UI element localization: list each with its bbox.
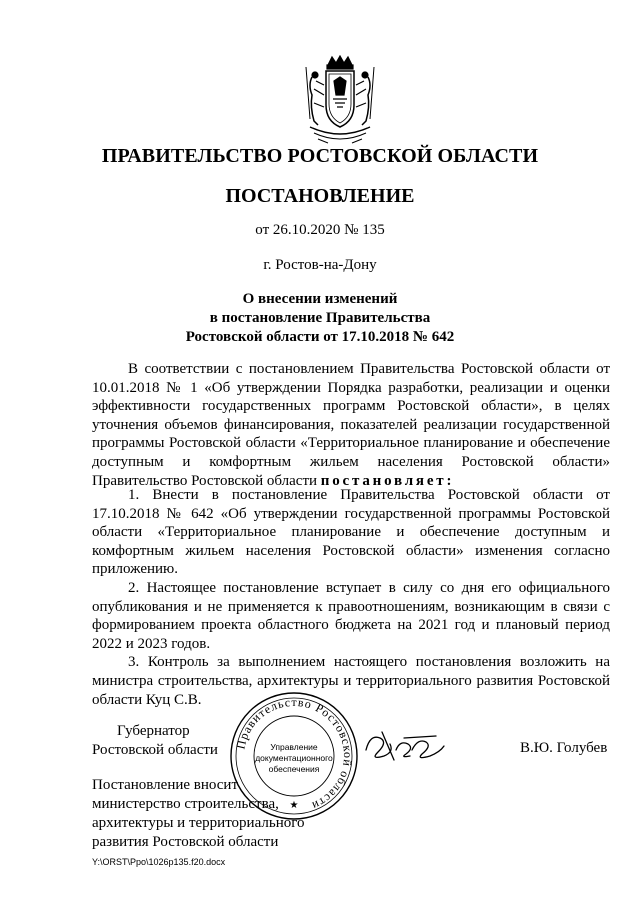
decree-item: 1. Внести в постановление Правительства Ростовской области от 17.10.2018 № 642 «Об утверждении государственной программы Ростовской области «Территориальное планирование и обеспечение доступным и комфортным жильем населения Ростовской области» изменения согласно приложению. [92, 487, 610, 578]
signatory-position-line: Губернатор [117, 723, 190, 739]
handwritten-signature [360, 720, 450, 770]
subject-line: в постановление Правительства [209, 310, 431, 326]
decree-items [92, 486, 610, 709]
document-date-number: от 26.10.2020 № 135 [255, 222, 385, 238]
document-city: г. Ростов-на-Дону [263, 257, 377, 273]
submitted-by-note [92, 776, 305, 852]
preamble-text: В соответствии с постановлением Правительства Ростовской области от 10.01.2018 № 1 «Об утверждении Порядка разработки, реализации и оценки эффективности государственных программ Ростовской области», в целях уточнения объемов финансирования, показателей реализации государственной программы Ростовской области «Территориальное планирование и обеспечение доступным и комфортным жильем населения Ростовской области» Правительство Ростовской области [92, 361, 610, 489]
stamp-ring-text: Правительство Ростовской области [233, 694, 356, 814]
document-type-heading: ПОСТАНОВЛЕНИЕ [225, 185, 415, 207]
submitted-by-line: министерство строительства, [92, 796, 279, 812]
submitted-by-line: Постановление вносит [92, 777, 239, 793]
decree-word: постановляет: [320, 472, 455, 489]
stamp-center-line: Управление [270, 742, 318, 752]
coat-of-arms-emblem [298, 55, 382, 147]
signatory-position-line: Ростовской области [92, 742, 218, 758]
stamp-center-line: обеспечения [268, 764, 320, 774]
signatory-position [92, 722, 218, 760]
decree-item: 3. Контроль за выполнением настоящего постановления возложить на министра строительства, архитектуры и территориального развития Ростовской области Куц С.В. [92, 654, 610, 708]
subject-line: Ростовской области от 17.10.2018 № 642 [185, 329, 455, 345]
signatory-name: В.Ю. Голубев [520, 740, 608, 756]
preamble-paragraph [92, 360, 610, 490]
decree-item: 2. Настоящее постановление вступает в силу со дня его официального опубликования и не применяется к правоотношениям, возникающим в связи с формированием проекта областного бюджета на 2021 год и плановый период 2022 и 2023 годов. [92, 579, 610, 652]
file-path-footer: Y:\ORST\Ppo\1026p135.f20.docx [92, 857, 226, 867]
government-title: ПРАВИТЕЛЬСТВО РОСТОВСКОЙ ОБЛАСТИ [101, 145, 539, 167]
subject-line: О внесении изменений [242, 291, 398, 307]
stamp-center-line: документационного [255, 753, 333, 763]
submitted-by-line: развития Ростовской области [92, 834, 279, 850]
stamp-star-icon: ★ [289, 800, 299, 811]
document-subject [0, 290, 640, 347]
submitted-by-line: архитектуры и территориального [92, 815, 305, 831]
